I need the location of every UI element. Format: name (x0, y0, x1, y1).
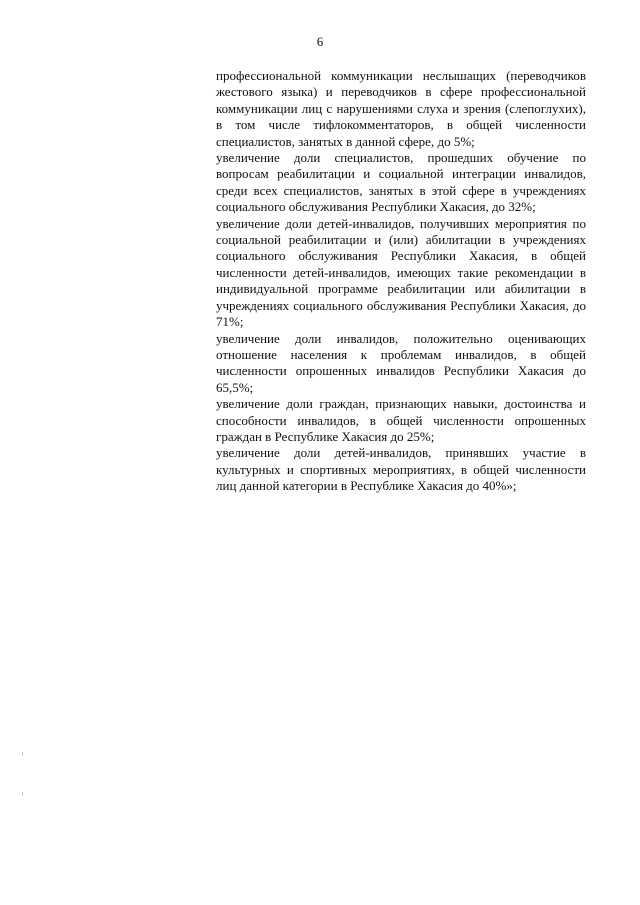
paragraph-specialists-training: увеличение доли специалистов, прошедших обучение по вопросам реабилитации и социальной интеграции инвалидов, среди всех специалистов, занятых в этой сфере в учреждениях социального обслуживания Республики Хакасия, до 32%; (216, 150, 586, 215)
document-body (216, 68, 586, 495)
paragraph-interpreters: профессиональной коммуникации неслышащих (переводчиков жестового языка) и переводчиков в сфере профессиональной коммуникации лиц с нарушениями слуха и зрения (слепоглухих), в том числе тифлокомментаторов, в общей численности специалистов, занятых в данной сфере, до 5%; (216, 68, 586, 149)
paragraph-children-rehabilitation: увеличение доли детей-инвалидов, получивших мероприятия по социальной реабилитации и (или) абилитации в учреждениях социального обслуживания Республики Хакасия, в общей численности детей-инвалидов, имеющих такие рекомендации в индивидуальной программе реабилитации или абилитации в учреждениях социального обслуживания Республики Хакасия, до 71%; (216, 215, 586, 330)
margin-tick (22, 752, 23, 756)
paragraph-attitude-survey: увеличение доли инвалидов, положительно оценивающих отношение населения к проблемам инвалидов, в общей численности опрошенных инвалидов Республики Хакасия до 65,5%; (216, 330, 586, 395)
paragraph-cultural-sport-events: увеличение доли детей-инвалидов, принявших участие в культурных и спортивных мероприятиях, в общей численности лиц данной категории в Республике Хакасия до 40%»; (216, 445, 586, 494)
page-number: 6 (316, 34, 324, 49)
paragraph-citizens-recognition: увеличение доли граждан, признающих навыки, достоинства и способности инвалидов, в общей численности опрошенных граждан в Республике Хакасия до 25%; (216, 396, 586, 444)
margin-tick (22, 792, 23, 796)
